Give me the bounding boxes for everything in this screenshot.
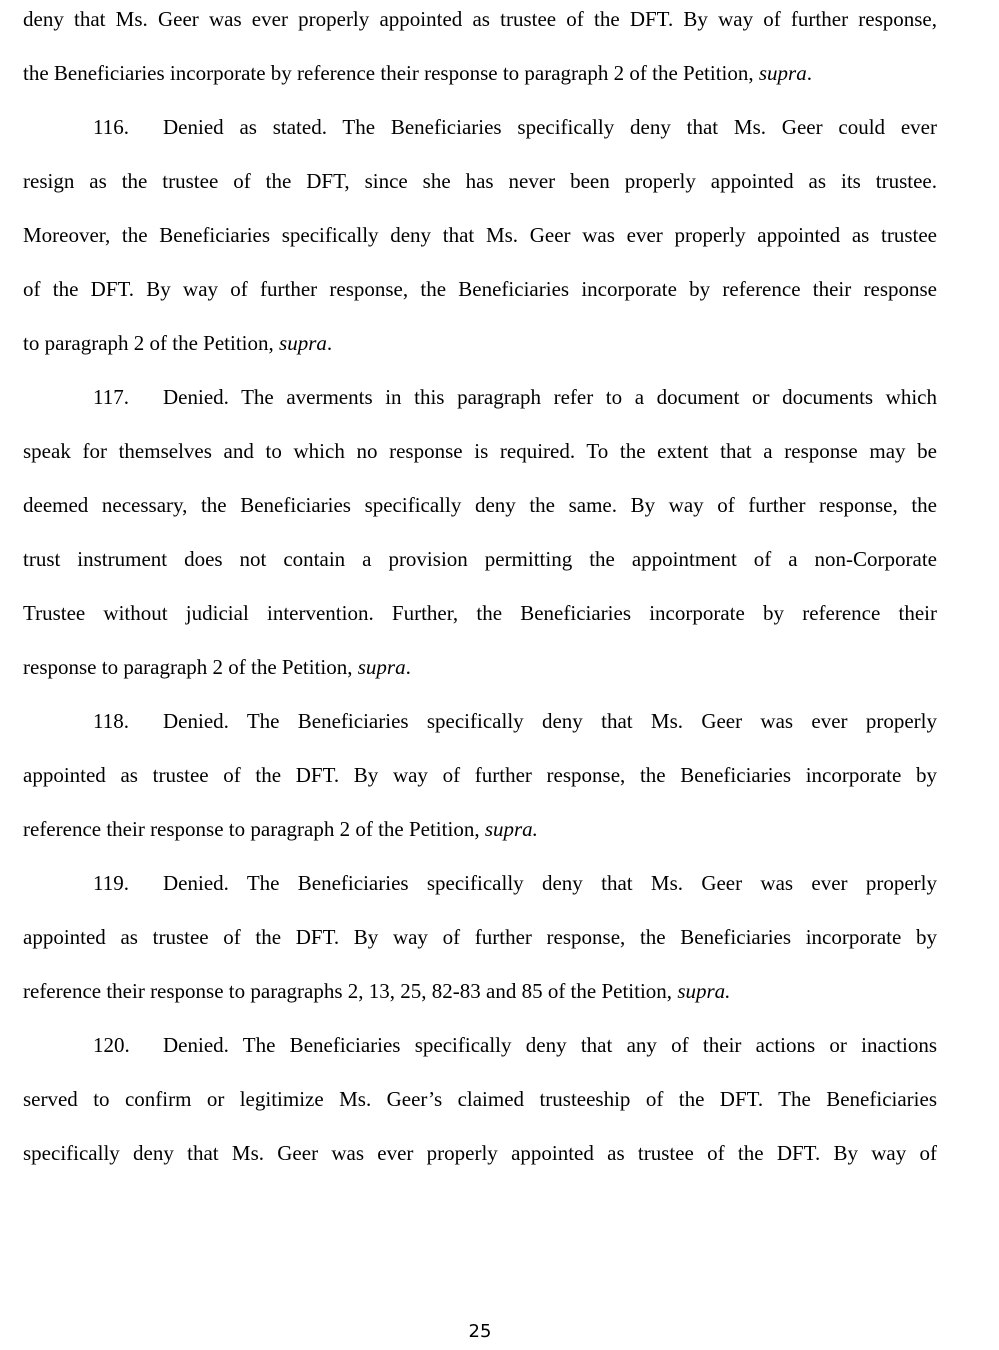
document-page: [23, 4, 937, 1192]
paragraph-line: resign as the trustee of the DFT, since she has never been properly appointed as its trustee.: [23, 169, 937, 193]
paragraph-number: 117.: [93, 385, 129, 409]
paragraph-116-first-line: 116. Denied as stated. The Beneficiaries specifically deny that Ms. Geer could ever: [23, 112, 937, 166]
continuation-line: the Beneficiaries incorporate by reference their response to paragraph 2 of the Petition, supra.: [23, 61, 812, 85]
paragraph-line: Moreover, the Beneficiaries specifically deny that Ms. Geer was ever properly appointed as trustee: [23, 223, 937, 247]
paragraph-line: deemed necessary, the Beneficiaries specifically deny the same. By way of further response, the: [23, 493, 937, 517]
italic-citation: supra: [357, 655, 406, 679]
paragraph-line: of the DFT. By way of further response, the Beneficiaries incorporate by reference their response: [23, 277, 937, 301]
paragraph-number: 120.: [93, 1033, 130, 1057]
paragraph-line: specifically deny that Ms. Geer was ever properly appointed as trustee of the DFT. By way of: [23, 1141, 937, 1165]
paragraph-number: 119.: [93, 871, 129, 895]
paragraph-line: appointed as trustee of the DFT. By way of further response, the Beneficiaries incorporate by: [23, 763, 937, 787]
paragraph-line: Trustee without judicial intervention. Further, the Beneficiaries incorporate by reference their: [23, 601, 937, 625]
paragraph-line: served to confirm or legitimize Ms. Geer’s claimed trusteeship of the DFT. The Beneficiaries: [23, 1087, 937, 1111]
paragraph-last-line: to paragraph 2 of the Petition, supra.: [23, 331, 333, 355]
paragraph-line: appointed as trustee of the DFT. By way of further response, the Beneficiaries incorporate by: [23, 925, 937, 949]
paragraph-119-first-line: 119. Denied. The Beneficiaries specifically deny that Ms. Geer was ever properly: [23, 868, 937, 922]
italic-citation: supra: [758, 61, 807, 85]
italic-citation: supra.: [677, 979, 731, 1003]
paragraph-line: speak for themselves and to which no response is required. To the extent that a response may be: [23, 439, 937, 463]
paragraph-last-line: reference their response to paragraphs 2, 13, 25, 82-83 and 85 of the Petition, supra.: [23, 979, 731, 1003]
paragraph-117-first-line: 117. Denied. The averments in this paragraph refer to a document or documents which: [23, 382, 937, 436]
paragraph-120-first-line: 120. Denied. The Beneficiaries specifically deny that any of their actions or inactions: [23, 1030, 937, 1084]
italic-citation: supra.: [484, 817, 538, 841]
paragraph-118-first-line: 118. Denied. The Beneficiaries specifically deny that Ms. Geer was ever properly: [23, 706, 937, 760]
paragraph-number: 118.: [93, 709, 129, 733]
paragraph-line: trust instrument does not contain a provision permitting the appointment of a non-Corporate: [23, 547, 937, 571]
paragraph-number: 116.: [93, 115, 129, 139]
italic-citation: supra: [279, 331, 327, 355]
paragraph-last-line: reference their response to paragraph 2 of the Petition, supra.: [23, 817, 538, 841]
continuation-line: deny that Ms. Geer was ever properly appointed as trustee of the DFT. By way of further response,: [23, 7, 937, 31]
page-number: 25: [468, 1321, 492, 1342]
paragraph-last-line: response to paragraph 2 of the Petition, supra.: [23, 655, 411, 679]
